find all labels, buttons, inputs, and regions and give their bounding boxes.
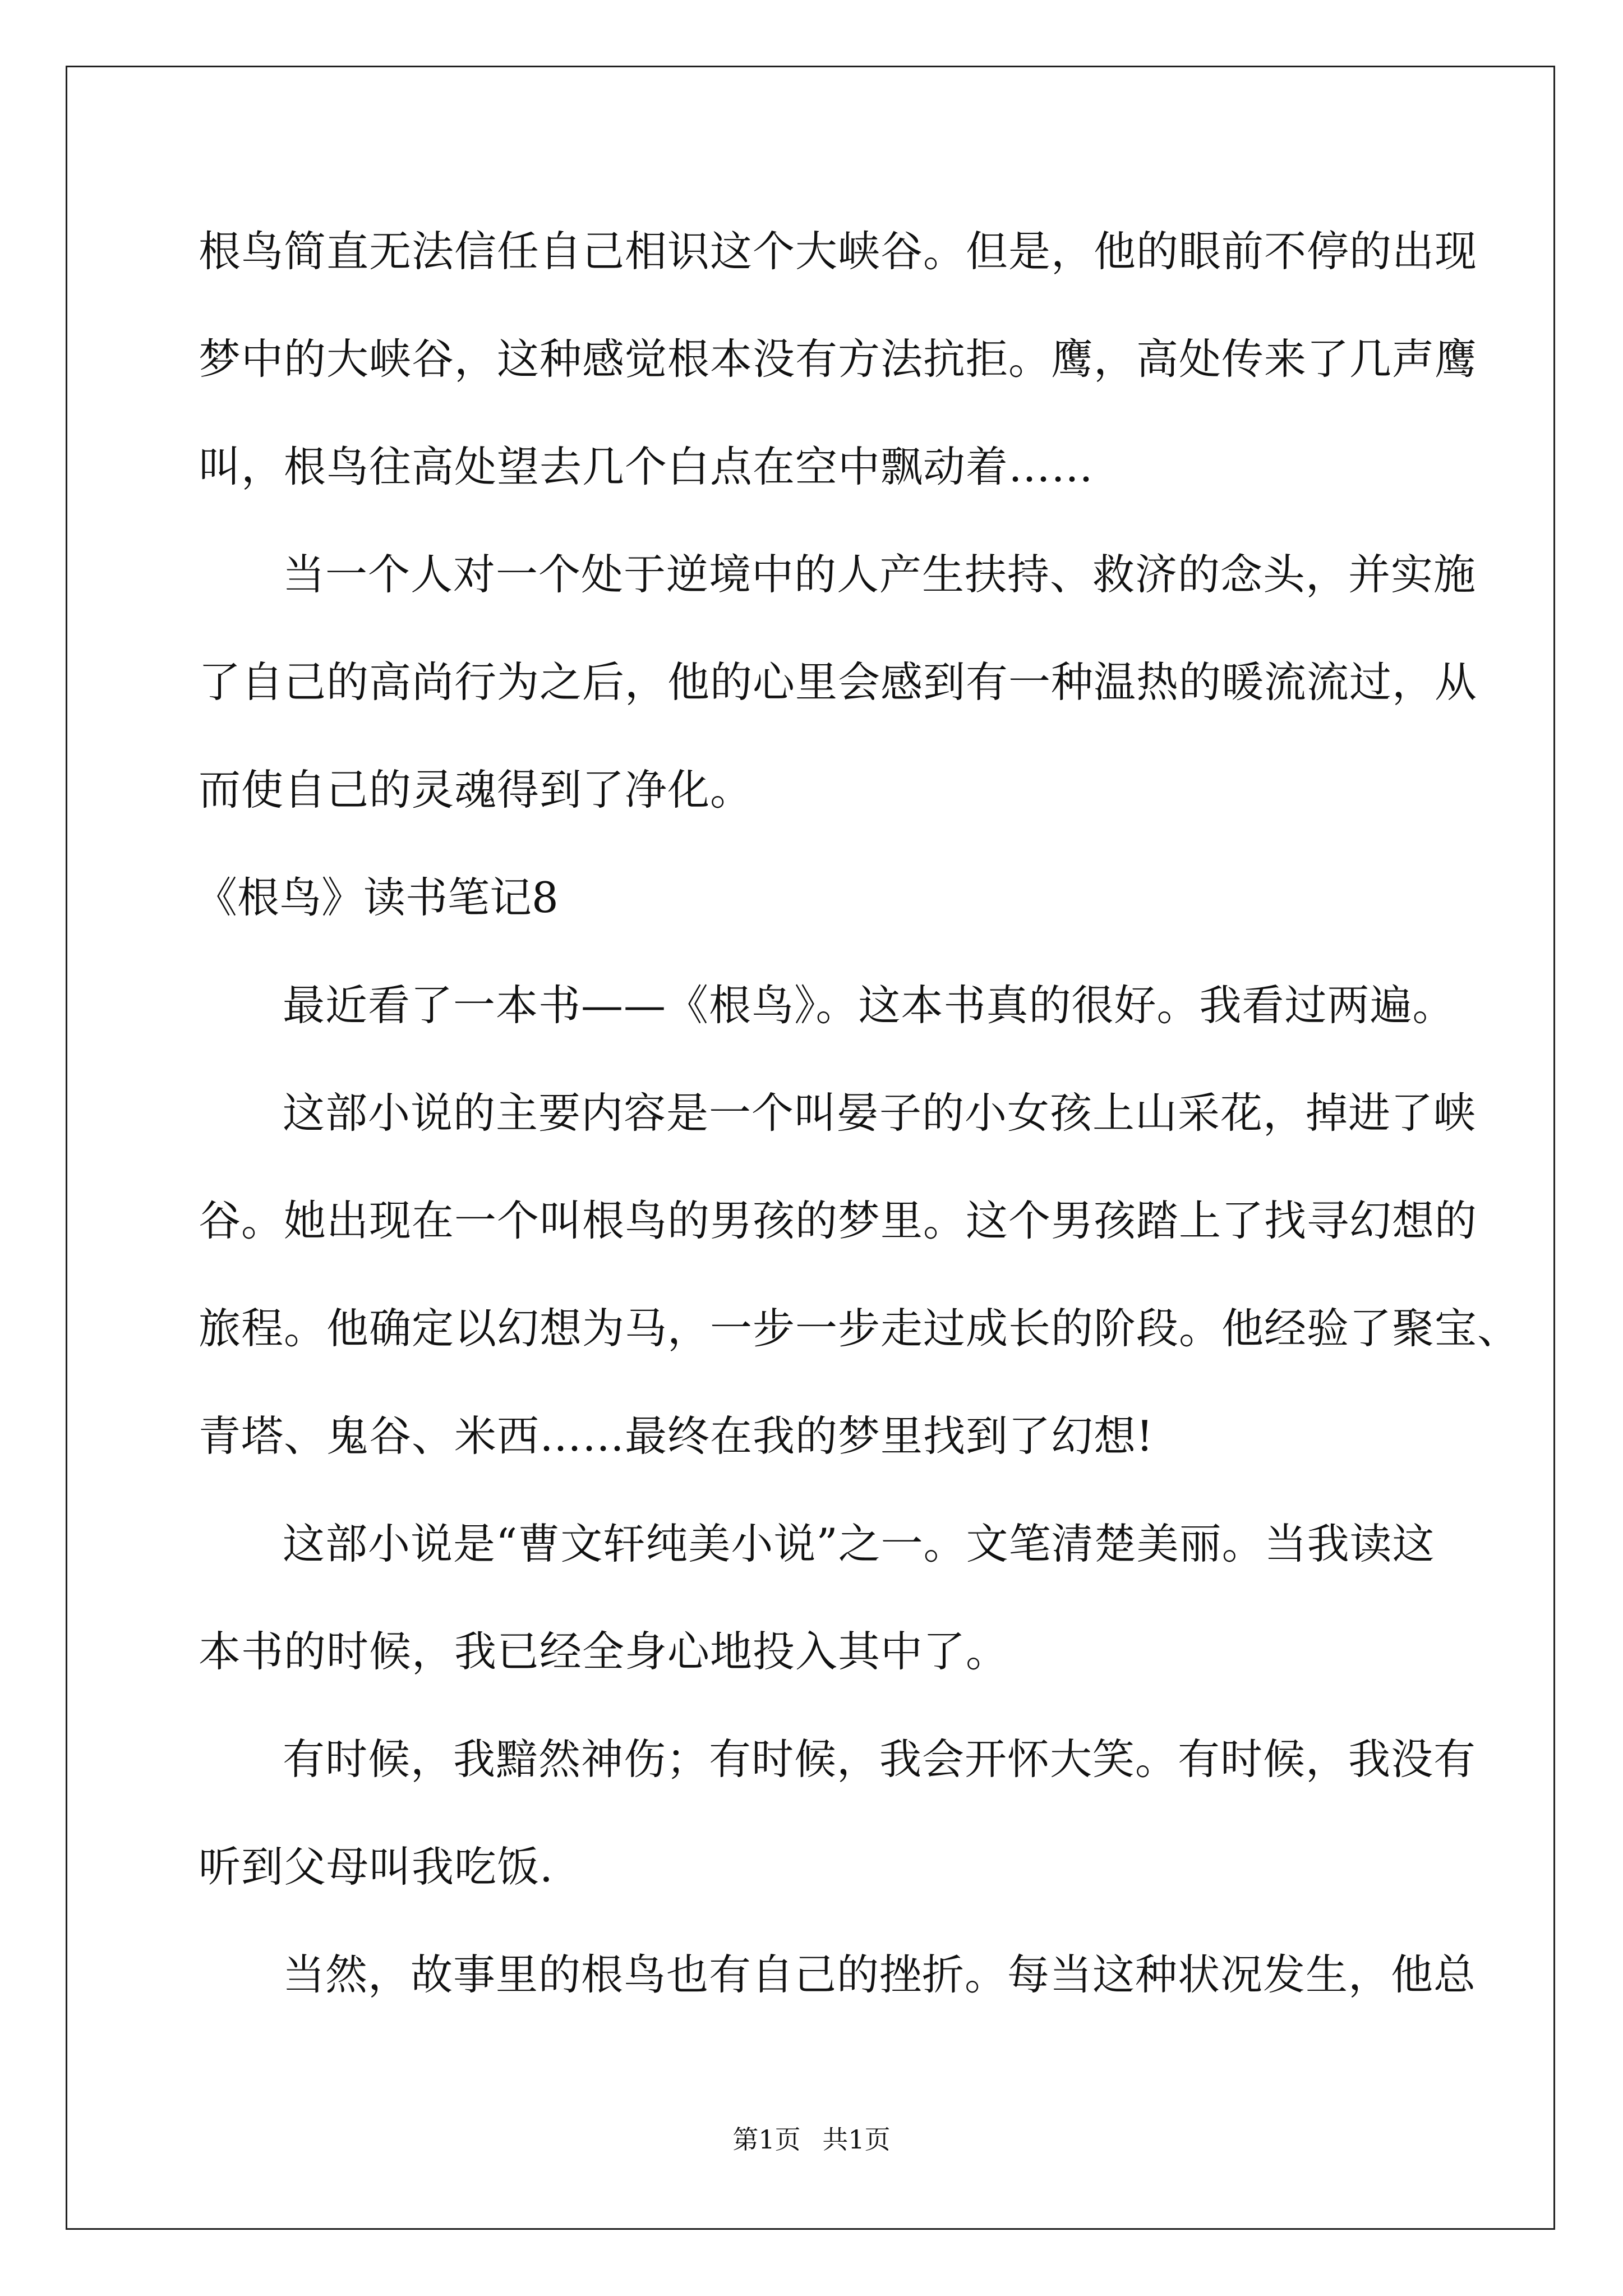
paragraph-start: 这部小说是“曹文轩纯美小说”之一。文笔清楚美丽。当我读这 bbox=[283, 1519, 1435, 1568]
text-line: 梦中的大峡谷，这种感觉根本没有方法抗拒。鹰，高处传来了几声鹰 bbox=[199, 334, 1478, 384]
page-number: 第1页 bbox=[732, 2124, 801, 2155]
text-line: 听到父母叫我吃饭. bbox=[199, 1842, 554, 1892]
text-line: 根鸟简直无法信任自己相识这个大峡谷。但是，他的眼前不停的出现 bbox=[199, 227, 1478, 276]
text-line: 叫，根鸟往高处望去几个白点在空中飘动着…… bbox=[199, 442, 1094, 491]
text-line: 旅程。他确定以幻想为马，一步一步走过成长的阶段。他经验了聚宝、 bbox=[199, 1304, 1520, 1353]
paragraph-start: 最近看了一本书——《根鸟》。这本书真的很好。我看过两遍。 bbox=[283, 981, 1455, 1030]
text-line: 而使自己的灵魂得到了净化。 bbox=[199, 765, 753, 815]
text-line: 青塔、鬼谷、米西……最终在我的梦里找到了幻想! bbox=[199, 1411, 1154, 1461]
page-footer bbox=[0, 2123, 1623, 2156]
paragraph-start: 这部小说的主要内容是一个叫晏子的小女孩上山采花，掉进了峡 bbox=[283, 1088, 1477, 1138]
text-line: 了自己的高尚行为之后，他的心里会感到有一种温热的暖流流过，从 bbox=[199, 657, 1478, 707]
page-total: 共1页 bbox=[822, 2124, 891, 2155]
text-line: 本书的时候，我已经全身心地投入其中了。 bbox=[199, 1627, 1009, 1676]
paragraph-start: 当然，故事里的根鸟也有自己的挫折。每当这种状况发生，他总 bbox=[283, 1950, 1477, 1999]
document-body bbox=[195, 197, 1520, 2028]
text-line: 谷。她出现在一个叫根鸟的男孩的梦里。这个男孩踏上了找寻幻想的 bbox=[199, 1196, 1478, 1245]
paragraph-start: 当一个人对一个处于逆境中的人产生扶持、救济的念头，并实施 bbox=[283, 550, 1477, 599]
paragraph-start: 有时候，我黯然神伤；有时候，我会开怀大笑。有时候，我没有 bbox=[283, 1734, 1477, 1784]
section-heading: 《根鸟》读书笔记8 bbox=[195, 873, 559, 922]
